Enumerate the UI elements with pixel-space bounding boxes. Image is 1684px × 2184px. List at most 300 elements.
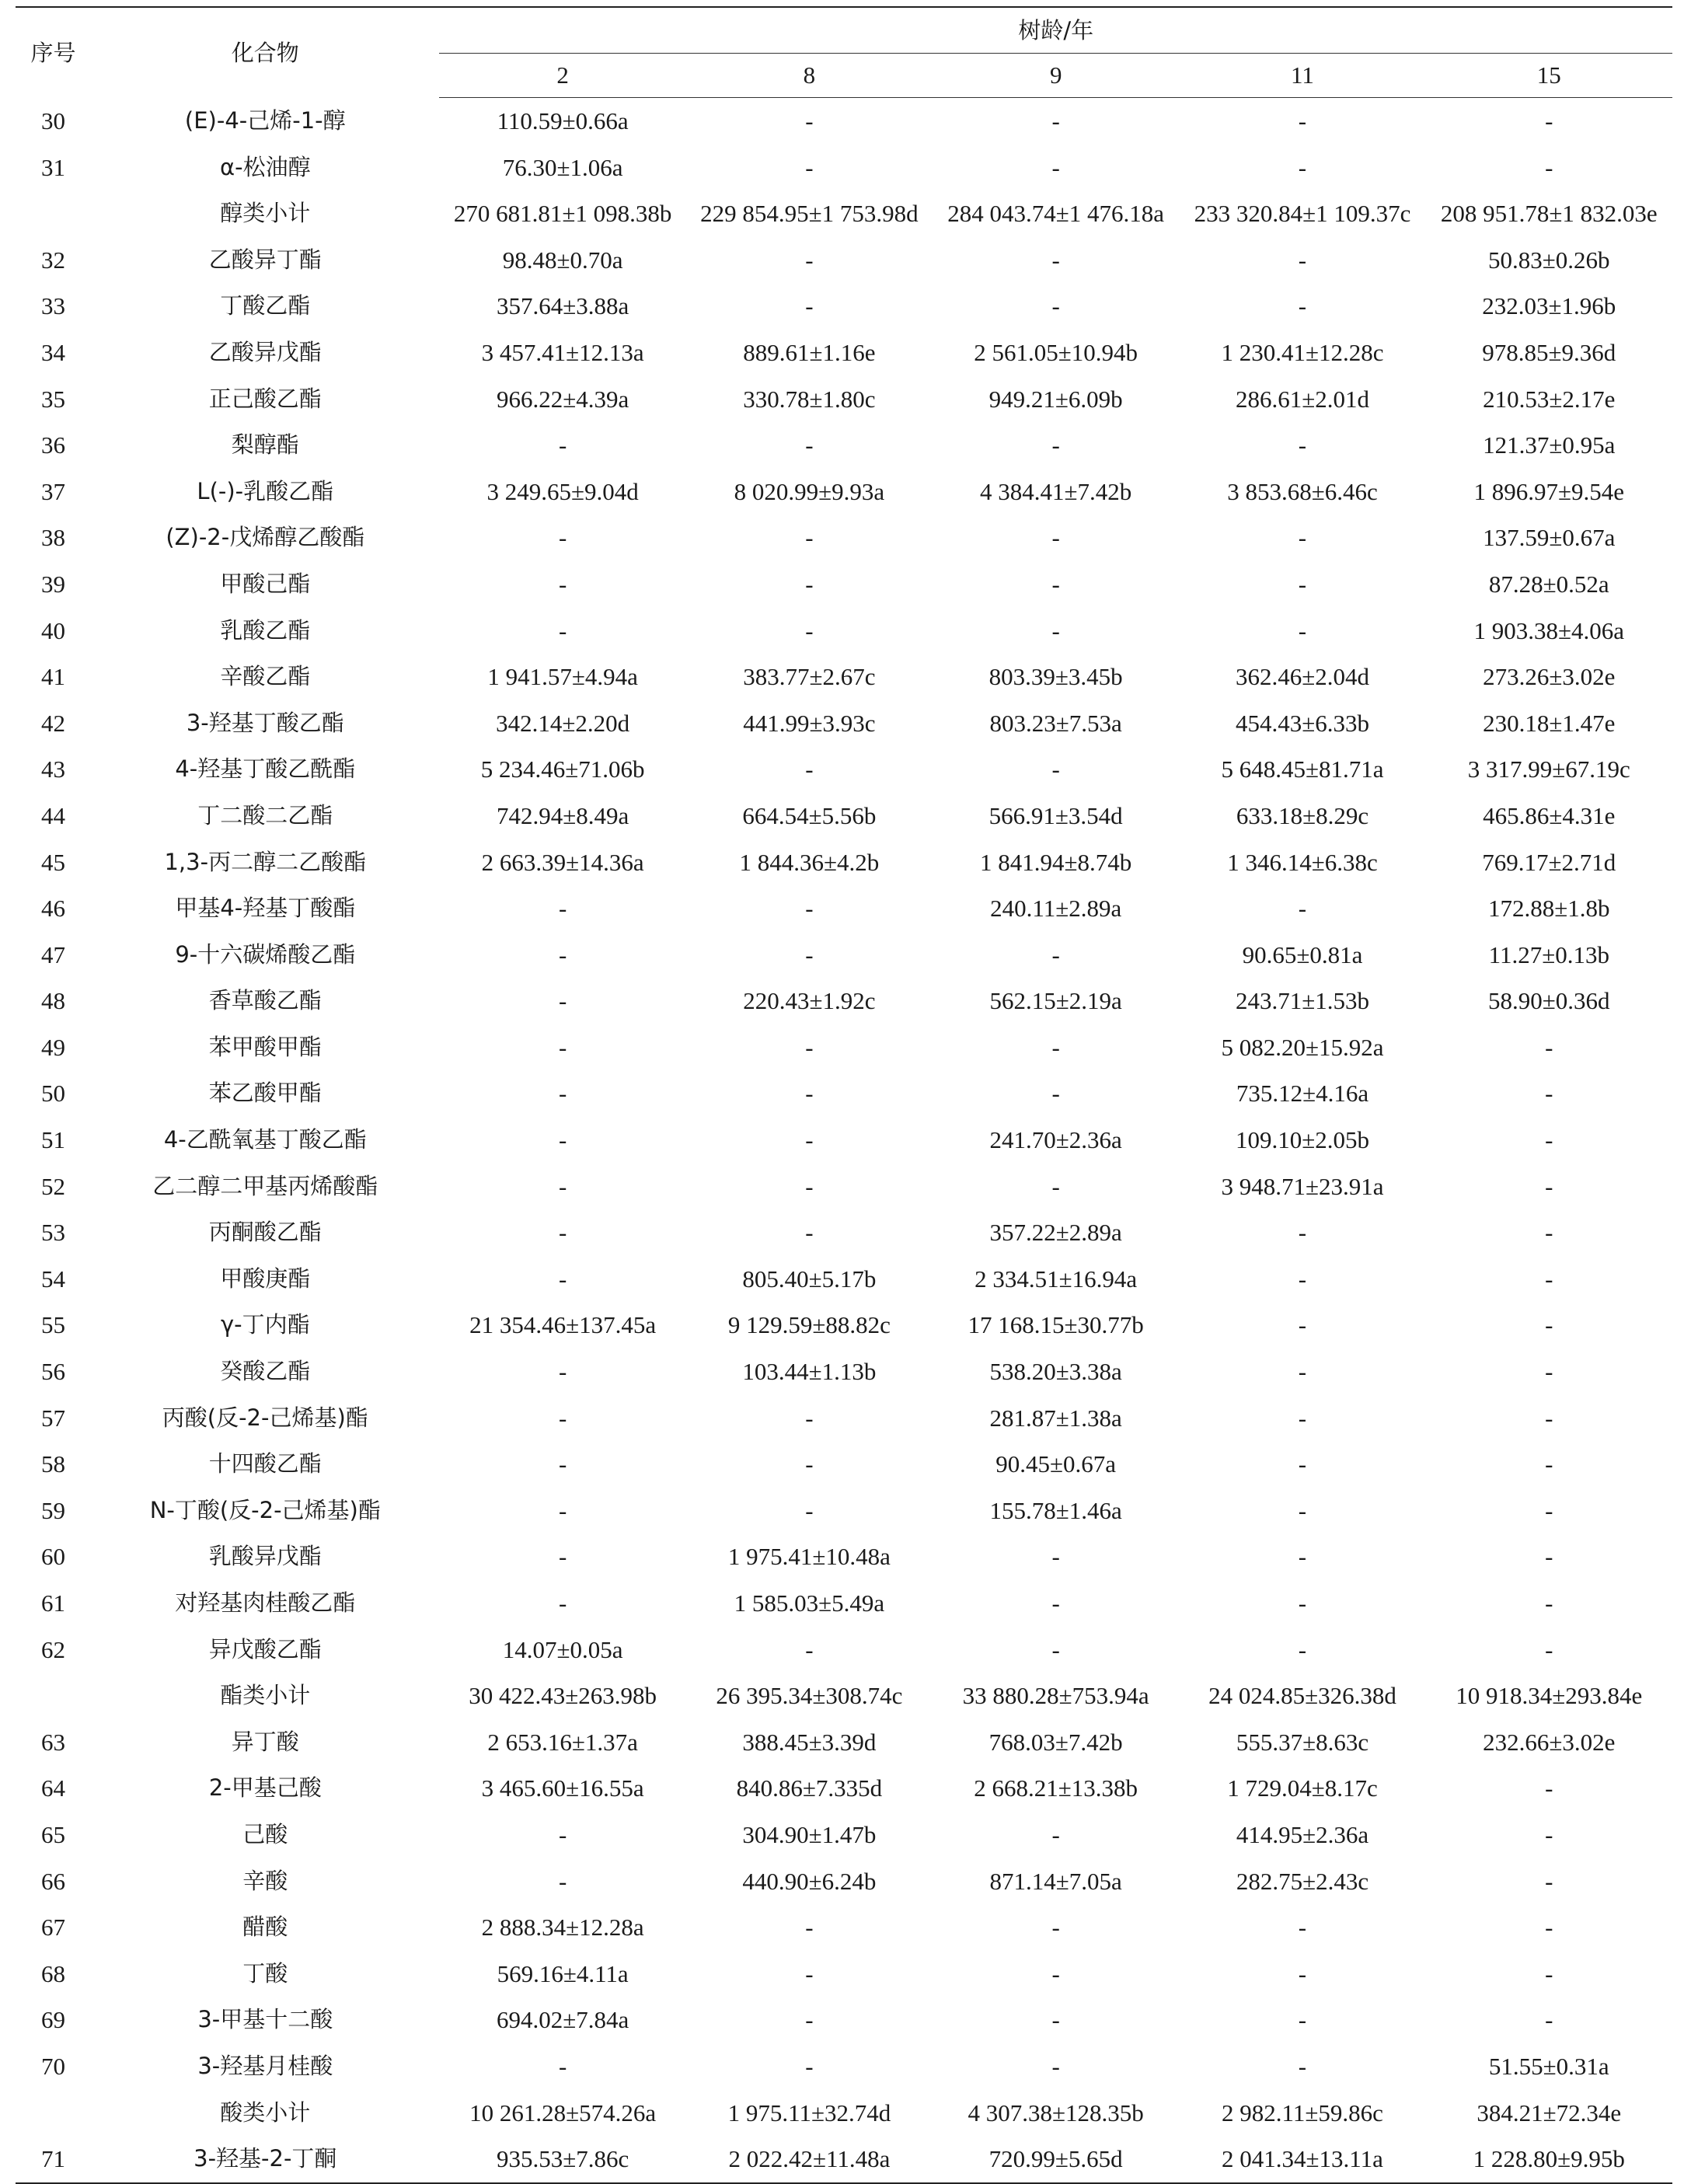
row-value-age-2: 30 422.43±263.98b xyxy=(469,1682,657,1710)
header-age-9: 9 xyxy=(933,54,1179,98)
row-compound-name: 辛酸 xyxy=(242,1867,288,1894)
row-value-age-9: - xyxy=(1051,1635,1060,1663)
row-compound-name: 十四酸乙酯 xyxy=(208,1450,322,1478)
row-compound-name: 3-羟基丁酸乙酯 xyxy=(186,709,344,736)
row-value-age-2: - xyxy=(558,431,567,459)
row-value-age-15: 11.27±0.13b xyxy=(1488,940,1609,968)
table-row xyxy=(16,1488,1672,1534)
table-row xyxy=(16,283,1672,330)
row-value-age-9: 241.70±2.36a xyxy=(989,1126,1122,1154)
table-row xyxy=(16,1070,1672,1117)
row-value-age-11: - xyxy=(1298,1543,1307,1571)
row-value-age-9: - xyxy=(1051,2052,1060,2080)
row-value-age-2: - xyxy=(558,1219,567,1247)
row-value-age-2: 10 261.28±574.26a xyxy=(469,2099,657,2126)
row-value-age-15: - xyxy=(1545,1404,1553,1432)
row-serial-number: 47 xyxy=(41,940,66,968)
table-row xyxy=(16,330,1672,376)
row-serial-number: 45 xyxy=(41,848,66,876)
row-compound-name: 丁二酸二乙酯 xyxy=(197,801,333,829)
row-serial-number: 66 xyxy=(41,1867,66,1895)
row-serial-number: 52 xyxy=(41,1172,66,1200)
row-compound-name: 梨醇酯 xyxy=(231,431,299,459)
row-value-age-8: - xyxy=(805,1404,814,1432)
table-row xyxy=(16,515,1672,561)
row-value-age-15: - xyxy=(1545,1635,1553,1663)
row-value-age-2: 342.14±2.20d xyxy=(496,709,630,737)
row-value-age-2: 2 653.16±1.37a xyxy=(487,1728,638,1756)
table-row xyxy=(16,1580,1672,1627)
row-value-age-2: 5 234.46±71.06b xyxy=(480,755,645,783)
row-value-age-11: 2 041.34±13.11a xyxy=(1179,2136,1425,2183)
row-value-age-11: 454.43±6.33b xyxy=(1235,709,1369,737)
table-row xyxy=(16,885,1672,932)
table-row xyxy=(16,839,1672,886)
row-compound-name: 9-十六碳烯酸乙酯 xyxy=(175,940,356,968)
row-compound-name: 丙酸(反-2-己烯基)酯 xyxy=(162,1404,368,1431)
row-serial-number: 64 xyxy=(41,1774,66,1802)
row-compound-name: 丙酮酸乙酯 xyxy=(208,1219,322,1246)
row-value-age-8: - xyxy=(805,107,814,134)
row-value-age-2: - xyxy=(558,1867,567,1895)
row-compound-name: 3-羟基月桂酸 xyxy=(197,2052,333,2079)
table-row xyxy=(16,1719,1672,1766)
table-row xyxy=(16,561,1672,608)
row-value-age-15: - xyxy=(1545,1914,1553,1942)
row-serial-number: 50 xyxy=(41,1080,66,1108)
row-serial-number: 37 xyxy=(41,477,66,505)
row-value-age-8: 330.78±1.80c xyxy=(743,385,876,413)
row-value-age-9: 4 307.38±128.35b xyxy=(968,2099,1144,2126)
row-value-age-8: - xyxy=(805,1172,814,1200)
row-value-age-2: - xyxy=(558,1172,567,1200)
row-value-age-15: - xyxy=(1545,1959,1553,1987)
row-value-age-8: - xyxy=(805,292,814,320)
table-row xyxy=(16,654,1672,700)
table-row xyxy=(16,1256,1672,1303)
header-tree-age-label: 树龄/年 xyxy=(439,8,1672,54)
subtotal-row xyxy=(16,190,1672,237)
row-value-age-15: - xyxy=(1545,1774,1553,1802)
row-value-age-8: - xyxy=(805,940,814,968)
row-value-age-2: - xyxy=(558,987,567,1015)
table-row xyxy=(16,1395,1672,1442)
row-compound-name: 3-羟基-2-丁酮 xyxy=(91,2136,439,2183)
row-compound-name: 醋酸 xyxy=(242,1914,288,1941)
row-value-age-9: 949.21±6.09b xyxy=(988,385,1123,413)
row-value-age-15: 50.83±0.26b xyxy=(1488,246,1610,274)
header-age-2: 2 xyxy=(439,54,685,98)
row-value-age-9: 357.22±2.89a xyxy=(989,1219,1122,1247)
table-row xyxy=(16,376,1672,423)
row-serial-number: 55 xyxy=(41,1311,66,1339)
row-value-age-9: - xyxy=(1051,1589,1060,1617)
table-row xyxy=(16,1904,1672,1951)
row-value-age-2: - xyxy=(558,940,567,968)
row-value-age-11: 5 082.20±15.92a xyxy=(1221,1033,1384,1061)
row-value-age-11: - xyxy=(1298,1358,1307,1386)
row-value-age-9: - xyxy=(1051,1080,1060,1108)
row-value-age-9: 17 168.15±30.77b xyxy=(968,1311,1144,1339)
row-value-age-9: - xyxy=(1051,570,1060,598)
table-row xyxy=(16,2043,1672,2090)
subtotal-row xyxy=(16,2090,1672,2137)
row-value-age-9: 803.23±7.53a xyxy=(989,709,1122,737)
row-compound-name: 辛酸乙酯 xyxy=(220,663,311,690)
row-serial-number: 60 xyxy=(41,1543,66,1571)
row-value-age-15: 1 903.38±4.06a xyxy=(1473,616,1625,644)
row-value-age-15: 769.17±2.71d xyxy=(1482,848,1616,876)
row-serial-number: 32 xyxy=(41,246,66,274)
row-value-age-11: 414.95±2.36a xyxy=(1236,1820,1369,1848)
row-value-age-2: - xyxy=(558,616,567,644)
row-serial-number: 40 xyxy=(41,616,66,644)
row-value-age-11: 1 346.14±6.38c xyxy=(1227,848,1378,876)
row-serial-number: 54 xyxy=(41,1265,66,1293)
row-value-age-11: 282.75±2.43c xyxy=(1236,1867,1369,1895)
row-value-age-15: 172.88±1.8b xyxy=(1488,895,1610,923)
row-value-age-11: 1 230.41±12.28c xyxy=(1221,338,1384,366)
row-value-age-2: - xyxy=(558,1589,567,1617)
table-row xyxy=(16,1024,1672,1071)
row-value-age-9: 240.11±2.89a xyxy=(990,895,1122,923)
row-value-age-9: - xyxy=(1051,524,1060,552)
table-row xyxy=(16,700,1672,747)
row-serial-number: 44 xyxy=(41,801,66,829)
row-value-age-8: 9 129.59±88.82c xyxy=(727,1311,891,1339)
row-compound-name: 对羟基肉桂酸乙酯 xyxy=(175,1589,356,1616)
row-value-age-2: - xyxy=(558,1450,567,1478)
row-value-age-8: 2 022.42±11.48a xyxy=(686,2136,933,2183)
row-value-age-15: - xyxy=(1545,1589,1553,1617)
header-compound: 化合物 xyxy=(91,7,439,98)
row-value-age-9: 4 384.41±7.42b xyxy=(980,477,1132,505)
row-value-age-9: 281.87±1.38a xyxy=(989,1404,1122,1432)
row-value-age-9: 562.15±2.19a xyxy=(989,987,1122,1015)
header-age-15: 15 xyxy=(1426,54,1672,98)
row-value-age-8: 304.90±1.47b xyxy=(742,1820,877,1848)
row-value-age-15: - xyxy=(1545,1265,1553,1293)
row-value-age-8: - xyxy=(805,755,814,783)
row-value-age-9: - xyxy=(1051,153,1060,181)
row-value-age-15: - xyxy=(1545,1311,1553,1339)
row-serial-number: 43 xyxy=(41,755,66,783)
table-row xyxy=(16,1117,1672,1164)
row-serial-number: 49 xyxy=(41,1033,66,1061)
row-value-age-15: - xyxy=(1545,1358,1553,1386)
row-value-age-11: 3 853.68±6.46c xyxy=(1227,477,1378,505)
row-value-age-9: 33 880.28±753.94a xyxy=(962,1682,1149,1710)
row-serial-number: 62 xyxy=(41,1635,66,1663)
row-value-age-2: - xyxy=(558,1033,567,1061)
row-value-age-2: - xyxy=(558,1126,567,1154)
row-value-age-9: 566.91±3.54d xyxy=(988,801,1123,829)
row-value-age-2: - xyxy=(558,2052,567,2080)
table-row xyxy=(16,98,1672,145)
row-value-age-8: - xyxy=(805,1080,814,1108)
row-value-age-15: - xyxy=(1545,153,1553,181)
row-value-age-8: 229 854.95±1 753.98d xyxy=(700,200,919,228)
row-value-age-11: 5 648.45±81.71a xyxy=(1221,755,1384,783)
row-serial-number: 69 xyxy=(41,2006,66,2034)
row-value-age-2: 966.22±4.39a xyxy=(496,385,629,413)
row-value-age-11: 735.12±4.16a xyxy=(1236,1080,1369,1108)
row-serial-number xyxy=(16,190,91,237)
row-value-age-8: 220.43±1.92c xyxy=(743,987,876,1015)
row-serial-number: 33 xyxy=(41,292,66,320)
row-value-age-8: - xyxy=(805,1126,814,1154)
row-value-age-2: 98.48±0.70a xyxy=(502,246,623,274)
row-compound-name: (Z)-2-戊烯醇乙酸酯 xyxy=(166,524,365,551)
row-compound-name: 正己酸乙酯 xyxy=(208,385,322,412)
row-serial-number: 34 xyxy=(41,338,66,366)
row-compound-name: 异丁酸 xyxy=(231,1728,299,1755)
row-value-age-8: 805.40±5.17b xyxy=(742,1265,877,1293)
row-compound-name: α-松油醇 xyxy=(219,153,311,180)
row-value-age-8: 664.54±5.56b xyxy=(742,801,877,829)
row-value-age-8: 103.44±1.13b xyxy=(742,1358,877,1386)
row-value-age-8: - xyxy=(805,616,814,644)
table-row xyxy=(16,145,1672,191)
row-value-age-11: - xyxy=(1298,524,1307,552)
row-value-age-8: 1 585.03±5.49a xyxy=(734,1589,885,1617)
row-value-age-8: - xyxy=(805,570,814,598)
row-value-age-8: - xyxy=(805,1496,814,1524)
row-value-age-15: 121.37±0.95a xyxy=(1483,431,1616,459)
row-value-age-11: 362.46±2.04d xyxy=(1235,663,1369,691)
row-value-age-8: 840.86±7.335d xyxy=(736,1774,883,1802)
row-serial-number: 31 xyxy=(41,153,66,181)
table-row xyxy=(16,1533,1672,1580)
row-value-age-2: 21 354.46±137.45a xyxy=(469,1311,657,1339)
table-row xyxy=(16,608,1672,654)
table-row xyxy=(16,793,1672,839)
row-compound-name: 苯乙酸甲酯 xyxy=(208,1080,322,1107)
row-value-age-15: 208 951.78±1 832.03e xyxy=(1440,200,1658,228)
row-value-age-8: - xyxy=(805,1635,814,1663)
row-value-age-8: 383.77±2.67c xyxy=(743,663,876,691)
row-value-age-11: - xyxy=(1298,1450,1307,1478)
row-serial-number: 67 xyxy=(41,1914,66,1942)
row-value-age-15: 978.85±9.36d xyxy=(1482,338,1616,366)
row-value-age-9: - xyxy=(1051,2006,1060,2034)
row-value-age-15: - xyxy=(1545,1543,1553,1571)
row-value-age-9: 2 334.51±16.94a xyxy=(974,1265,1138,1293)
row-compound-name: L(-)-乳酸乙酯 xyxy=(197,477,334,504)
row-value-age-15: 87.28±0.52a xyxy=(1488,570,1609,598)
header-age-8: 8 xyxy=(686,54,933,98)
table-row xyxy=(16,469,1672,515)
row-compound-name: N-丁酸(反-2-己烯基)酯 xyxy=(149,1496,381,1523)
row-value-age-9: - xyxy=(1051,1172,1060,1200)
row-value-age-15: 3 317.99±67.19c xyxy=(1467,755,1630,783)
row-value-age-15: 137.59±0.67a xyxy=(1483,524,1616,552)
row-compound-name: 苯甲酸甲酯 xyxy=(208,1033,322,1060)
table-row xyxy=(16,746,1672,793)
row-value-age-11: 233 320.84±1 109.37c xyxy=(1194,200,1411,228)
row-value-age-15: 210.53±2.17e xyxy=(1483,385,1616,413)
row-serial-number: 59 xyxy=(41,1496,66,1524)
row-compound-name: 甲基4-羟基丁酸酯 xyxy=(175,895,356,922)
row-value-age-15: 384.21±72.34e xyxy=(1477,2099,1622,2126)
row-compound-name: 3-甲基十二酸 xyxy=(197,2006,333,2033)
row-value-age-15: - xyxy=(1545,1080,1553,1108)
row-value-age-15: 58.90±0.36d xyxy=(1488,987,1610,1015)
row-value-age-2: - xyxy=(558,1496,567,1524)
row-value-age-8: - xyxy=(805,2052,814,2080)
row-serial-number: 30 xyxy=(41,106,66,134)
row-value-age-2: - xyxy=(558,1358,567,1386)
row-value-age-11: - xyxy=(1298,2052,1307,2080)
row-value-age-2: - xyxy=(558,1080,567,1108)
row-value-age-11: 109.10±2.05b xyxy=(1235,1126,1369,1154)
row-value-age-15: - xyxy=(1545,1867,1553,1895)
row-value-age-9: - xyxy=(1051,1959,1060,1987)
row-value-age-2: - xyxy=(558,1404,567,1432)
row-value-age-15: 51.55±0.31a xyxy=(1488,2052,1609,2080)
header-tree-age-group xyxy=(439,7,1672,54)
row-compound-name: 4-羟基丁酸乙酰酯 xyxy=(175,755,356,783)
row-value-age-9: 538.20±3.38a xyxy=(989,1358,1122,1386)
row-value-age-8: - xyxy=(805,1959,814,1987)
table-row xyxy=(16,1209,1672,1256)
row-compound-name: 酯类小计 xyxy=(220,1682,311,1709)
row-compound-name: (E)-4-己烯-1-醇 xyxy=(184,106,346,134)
row-value-age-2: 2 663.39±14.36a xyxy=(481,848,644,876)
row-serial-number: 63 xyxy=(41,1728,66,1756)
subtotal-row xyxy=(16,1673,1672,1719)
table-row xyxy=(16,1997,1672,2043)
row-value-age-15: 10 918.34±293.84e xyxy=(1456,1682,1643,1710)
row-value-age-9: 768.03±7.42b xyxy=(988,1728,1123,1756)
header-age-11: 11 xyxy=(1179,54,1425,98)
row-value-age-2: - xyxy=(558,1543,567,1571)
row-value-age-8: 388.45±3.39d xyxy=(742,1728,877,1756)
row-value-age-9: - xyxy=(1051,107,1060,134)
row-value-age-15: 1 228.80±9.95b xyxy=(1426,2136,1672,2183)
row-compound-name: 乙酸异丁酯 xyxy=(208,246,322,273)
row-value-age-11: - xyxy=(1298,1311,1307,1339)
row-value-age-8: 440.90±6.24b xyxy=(742,1867,877,1895)
row-serial-number: 58 xyxy=(41,1450,66,1478)
row-compound-name: 乙二醇二甲基丙烯酸酯 xyxy=(152,1172,378,1199)
row-value-age-8: - xyxy=(805,895,814,923)
row-value-age-11: 1 729.04±8.17c xyxy=(1227,1774,1378,1802)
row-value-age-8: 1 975.11±32.74d xyxy=(727,2099,891,2126)
row-serial-number: 65 xyxy=(41,1820,66,1848)
row-value-age-2: 2 888.34±12.28a xyxy=(481,1914,644,1942)
table-row xyxy=(16,1858,1672,1905)
row-value-age-11: 2 982.11±59.86c xyxy=(1222,2099,1383,2126)
row-value-age-11: - xyxy=(1298,1959,1307,1987)
row-value-age-11: 243.71±1.53b xyxy=(1235,987,1369,1015)
row-value-age-11: - xyxy=(1298,570,1307,598)
row-value-age-9: 2 561.05±10.94b xyxy=(974,338,1138,366)
row-value-age-8: - xyxy=(805,246,814,274)
row-serial-number: 39 xyxy=(41,570,66,598)
row-serial-number: 46 xyxy=(41,895,66,923)
row-serial-number: 61 xyxy=(41,1589,66,1617)
row-value-age-2: 14.07±0.05a xyxy=(502,1635,623,1663)
row-value-age-9: - xyxy=(1051,616,1060,644)
row-value-age-2: 742.94±8.49a xyxy=(496,801,629,829)
table-row xyxy=(16,978,1672,1024)
row-value-age-11: - xyxy=(1298,107,1307,134)
table-row xyxy=(16,1441,1672,1488)
row-serial-number: 57 xyxy=(41,1404,66,1432)
row-value-age-11: - xyxy=(1298,1404,1307,1432)
row-value-age-2: 110.59±0.66a xyxy=(497,107,629,134)
row-value-age-2: - xyxy=(558,1265,567,1293)
row-value-age-9: - xyxy=(1051,1820,1060,1848)
row-compound-name: 醇类小计 xyxy=(220,200,311,227)
row-value-age-2: 76.30±1.06a xyxy=(502,153,623,181)
row-value-age-11: - xyxy=(1298,895,1307,923)
row-value-age-15: - xyxy=(1545,1820,1553,1848)
row-value-age-9: - xyxy=(1051,1033,1060,1061)
row-value-age-11: - xyxy=(1298,1589,1307,1617)
row-value-age-2: 3 249.65±9.04d xyxy=(486,477,639,505)
row-value-age-2: - xyxy=(558,570,567,598)
row-value-age-9: 803.39±3.45b xyxy=(988,663,1123,691)
row-serial-number: 36 xyxy=(41,431,66,459)
data-table-page xyxy=(16,6,1672,2184)
table-body xyxy=(16,98,1672,2183)
row-value-age-15: - xyxy=(1545,2006,1553,2034)
row-value-age-11: - xyxy=(1298,1914,1307,1942)
row-serial-number: 53 xyxy=(41,1219,66,1247)
row-value-age-11: 555.37±8.63c xyxy=(1236,1728,1369,1756)
table-row xyxy=(16,1765,1672,1812)
row-compound-name: 丁酸乙酯 xyxy=(220,292,311,319)
row-value-age-8: - xyxy=(805,1914,814,1942)
row-serial-number: 38 xyxy=(41,524,66,552)
row-value-age-11: 286.61±2.01d xyxy=(1235,385,1369,413)
row-value-age-15: 1 896.97±9.54e xyxy=(1473,477,1625,505)
row-compound-name: γ-丁内酯 xyxy=(220,1311,310,1338)
row-value-age-8: - xyxy=(805,1033,814,1061)
table-row xyxy=(16,237,1672,284)
row-value-age-11: - xyxy=(1298,1265,1307,1293)
row-value-age-9: - xyxy=(1051,246,1060,274)
row-compound-name: 己酸 xyxy=(242,1820,288,1847)
row-value-age-9: - xyxy=(1051,940,1060,968)
row-value-age-11: - xyxy=(1298,1635,1307,1663)
row-value-age-8: 1 975.41±10.48a xyxy=(727,1543,891,1571)
row-value-age-2: 694.02±7.84a xyxy=(496,2006,629,2034)
row-value-age-2: 935.53±7.86c xyxy=(439,2136,685,2183)
row-value-age-9: 2 668.21±13.38b xyxy=(974,1774,1138,1802)
row-value-age-8: 26 395.34±308.74c xyxy=(716,1682,903,1710)
row-value-age-2: - xyxy=(558,524,567,552)
row-value-age-9: - xyxy=(1051,1914,1060,1942)
row-value-age-8: - xyxy=(805,524,814,552)
row-value-age-11: - xyxy=(1298,616,1307,644)
row-compound-name: 1,3-丙二醇二乙酸酯 xyxy=(164,848,367,875)
row-serial-number xyxy=(16,2090,91,2137)
row-serial-number: 41 xyxy=(41,663,66,691)
row-value-age-11: - xyxy=(1298,153,1307,181)
row-value-age-11: - xyxy=(1298,431,1307,459)
row-value-age-11: 24 024.85±326.38d xyxy=(1208,1682,1396,1710)
row-value-age-11: - xyxy=(1298,1219,1307,1247)
row-value-age-8: 889.61±1.16e xyxy=(743,338,876,366)
row-serial-number: 42 xyxy=(41,709,66,737)
row-value-age-15: 230.18±1.47e xyxy=(1483,709,1616,737)
row-value-age-9: - xyxy=(1051,431,1060,459)
row-value-age-15: 232.03±1.96b xyxy=(1482,292,1616,320)
row-compound-name: 癸酸乙酯 xyxy=(220,1358,311,1385)
